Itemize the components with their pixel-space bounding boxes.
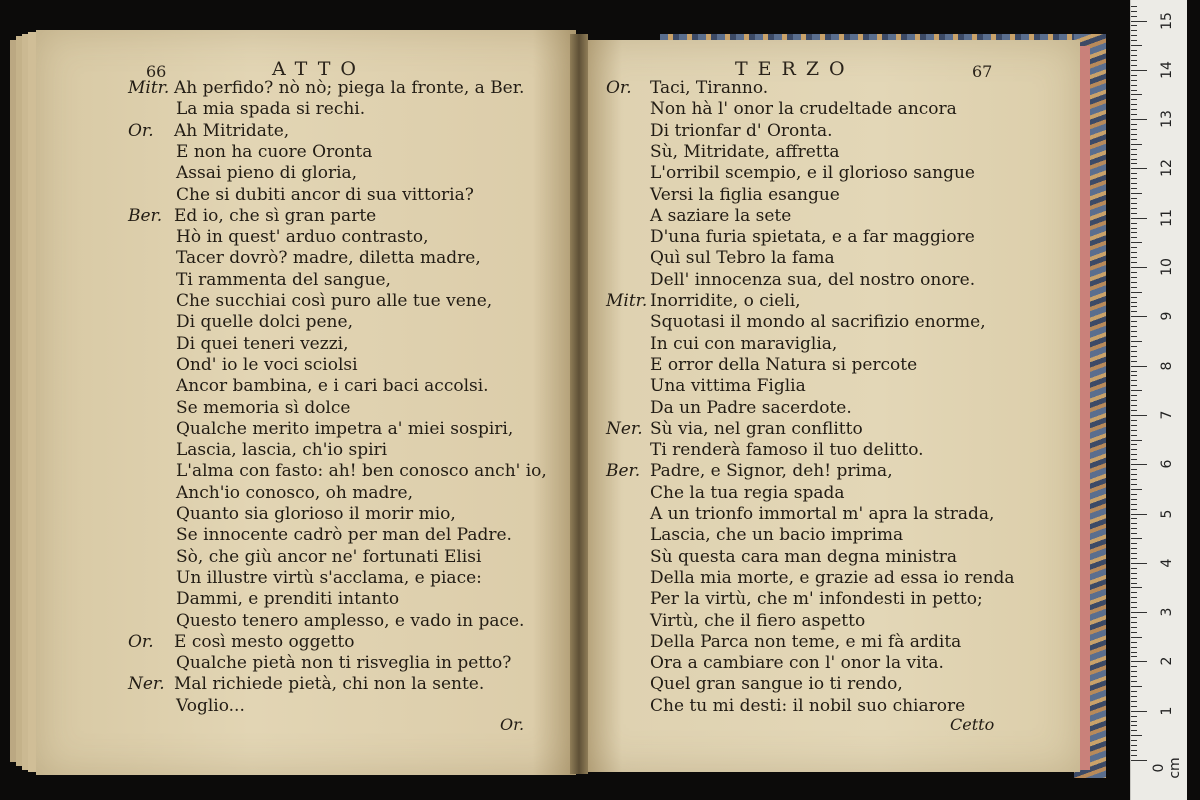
ruler-tick: [1131, 716, 1137, 717]
ruler-tick: [1131, 267, 1147, 268]
ruler-tick: [1131, 124, 1137, 125]
left-page-line-7: Hò in quest' arduo contrasto,: [176, 227, 429, 248]
left-page-header: ATTO: [272, 58, 366, 80]
ruler-tick: [1131, 725, 1137, 726]
ruler-tick: [1131, 272, 1137, 273]
ruler-tick: [1131, 30, 1137, 31]
book-gutter: [570, 34, 588, 774]
left-page-line-15: Se memoria sì dolce: [176, 397, 351, 418]
ruler-tick: [1131, 573, 1137, 574]
ruler-tick: [1131, 262, 1137, 263]
ruler-tick: [1131, 750, 1137, 751]
ruler-tick: [1131, 735, 1142, 736]
left-page-line-28: Mal richiede pietà, chi non la sente.: [174, 674, 485, 695]
left-page-line-16: Qualche merito impetra a' miei sospiri,: [176, 418, 514, 439]
ruler-label-13: 13: [1159, 110, 1175, 129]
left-catchword: Or.: [500, 715, 525, 734]
right-page-speaker-18: Ber.: [606, 461, 641, 482]
ruler-tick: [1131, 647, 1137, 648]
left-page-line-11: Di quelle dolci pene,: [176, 312, 353, 333]
ruler-tick: [1131, 464, 1147, 465]
ruler-tick: [1131, 469, 1137, 470]
ruler-tick: [1131, 499, 1137, 500]
ruler-tick: [1131, 617, 1137, 618]
left-page-line-19: Anch'io conosco, oh madre,: [176, 482, 413, 503]
right-page-line-11: Squotasi il mondo al sacrifizio enorme,: [650, 312, 986, 333]
right-page-line-28: Quel gran sangue io ti rendo,: [650, 674, 903, 695]
ruler-tick: [1131, 533, 1137, 534]
ruler-tick: [1131, 247, 1137, 248]
ruler-tick: [1131, 45, 1142, 46]
left-page-line-5: Che si dubiti ancor di sua vittoria?: [176, 184, 474, 205]
ruler-tick: [1131, 656, 1137, 657]
left-page-line-0: Ah perfido? nò nò; piega la fronte, a Ber.: [174, 78, 525, 98]
left-page-line-18: L'alma con fasto: ah! ben conosco anch' io,: [176, 461, 547, 482]
ruler-tick: [1131, 366, 1147, 367]
right-page-line-25: Virtù, che il fiero aspetto: [650, 610, 866, 631]
ruler-tick: [1131, 203, 1137, 204]
ruler-tick: [1131, 474, 1137, 475]
ruler-label-5: 5: [1159, 509, 1175, 518]
ruler-tick: [1131, 183, 1137, 184]
right-page-line-16: Sù via, nel gran conflitto: [650, 418, 863, 439]
ruler-tick: [1131, 351, 1137, 352]
ruler-tick: [1131, 661, 1147, 662]
ruler-tick: [1131, 509, 1137, 510]
right-page-line-23: Della mia morte, e grazie ad essa io renda: [650, 567, 1015, 588]
left-page-line-6: Ed io, che sì gran parte: [174, 205, 377, 226]
ruler-tick: [1131, 597, 1137, 598]
ruler-tick: [1131, 25, 1137, 26]
right-page-line-12: In cui con maraviglia,: [650, 333, 838, 354]
right-page-line-26: Della Parca non teme, e mi fà ardita: [650, 631, 962, 652]
ruler-tick: [1131, 489, 1142, 490]
left-page-line-25: Questo tenero amplesso, e vado in pace.: [176, 610, 525, 631]
ruler-tick: [1131, 292, 1142, 293]
ruler-tick: [1131, 223, 1137, 224]
ruler-tick: [1131, 415, 1147, 416]
ruler-tick: [1131, 543, 1137, 544]
ruler-tick: [1131, 548, 1137, 549]
ruler-tick: [1131, 691, 1137, 692]
ruler-tick: [1131, 553, 1137, 554]
right-page-line-5: Versi la figlia esangue: [650, 184, 840, 205]
left-page-line-12: Di quei teneri vezzi,: [176, 333, 349, 354]
ruler-label-0: 0 cm: [1151, 757, 1183, 779]
ruler-tick: [1131, 518, 1137, 519]
ruler-tick: [1131, 568, 1137, 569]
ruler-tick: [1131, 159, 1137, 160]
ruler-label-2: 2: [1159, 656, 1175, 666]
ruler-tick: [1131, 6, 1137, 7]
ruler-tick: [1131, 592, 1137, 593]
ruler-tick: [1131, 390, 1142, 391]
ruler-tick: [1131, 637, 1142, 638]
ruler-tick: [1131, 356, 1137, 357]
ruler-tick: [1131, 346, 1137, 347]
ruler-tick: [1131, 242, 1142, 243]
right-page-line-9: Dell' innocenza sua, del nostro onore.: [650, 269, 976, 290]
right-page-speaker-0: Or.: [606, 78, 632, 98]
ruler-tick: [1131, 114, 1137, 115]
ruler-tick: [1131, 35, 1137, 36]
ruler-tick: [1131, 538, 1142, 539]
ruler-tick: [1131, 632, 1137, 633]
ruler-tick: [1131, 21, 1147, 22]
ruler-tick: [1131, 257, 1137, 258]
ruler-tick: [1131, 528, 1137, 529]
right-page-line-18: Padre, e Signor, deh! prima,: [650, 461, 893, 482]
ruler-tick: [1131, 558, 1137, 559]
ruler-tick: [1131, 607, 1137, 608]
left-page-speaker-28: Ner.: [128, 674, 165, 695]
ruler-tick: [1131, 144, 1142, 145]
ruler-tick: [1131, 297, 1137, 298]
ruler-tick: [1131, 686, 1142, 687]
ruler-tick: [1131, 208, 1137, 209]
left-page-line-4: Assai pieno di gloria,: [176, 163, 358, 184]
ruler-tick: [1131, 755, 1137, 756]
ruler-tick: [1131, 65, 1137, 66]
ruler-tick: [1131, 149, 1137, 150]
ruler-tick: [1131, 213, 1137, 214]
right-page-line-3: Sù, Mitridate, affretta: [650, 141, 840, 162]
left-page-line-13: Ond' io le voci sciolsi: [176, 354, 358, 375]
right-page-line-14: Una vittima Figlia: [650, 376, 806, 397]
left-page-speaker-6: Ber.: [128, 205, 163, 226]
ruler-label-11: 11: [1159, 208, 1175, 227]
right-page-line-24: Per la virtù, che m' infondesti in petto;: [650, 589, 983, 610]
right-page-line-2: Di trionfar d' Oronta.: [650, 120, 833, 141]
ruler-tick: [1131, 311, 1137, 312]
ruler-tick: [1131, 380, 1137, 381]
ruler-tick: [1131, 745, 1137, 746]
right-page-number: 67: [972, 62, 993, 81]
ruler-label-12: 12: [1159, 159, 1175, 178]
right-page-line-22: Sù questa cara man degna ministra: [650, 546, 957, 567]
ruler-tick: [1131, 331, 1137, 332]
right-page-line-27: Ora a cambiare con l' onor la vita.: [650, 653, 944, 674]
ruler-label-3: 3: [1159, 607, 1175, 617]
right-page-line-4: L'orribil scempio, e il glorioso sangue: [650, 163, 975, 184]
ruler-tick: [1131, 252, 1137, 253]
right-page-line-20: A un trionfo immortal m' apra la strada,: [650, 504, 995, 524]
ruler-tick: [1131, 425, 1137, 426]
ruler-tick: [1131, 361, 1137, 362]
left-page-line-29: Voglio...: [176, 695, 245, 716]
left-page-line-20: Quanto sia glorioso il morir mio,: [176, 504, 456, 524]
left-page-line-24: Dammi, e prenditi intanto: [176, 589, 400, 610]
left-page-line-27: Qualche pietà non ti risveglia in petto?: [176, 653, 512, 674]
right-page-speaker-16: Ner.: [606, 418, 643, 439]
ruler-tick: [1131, 435, 1137, 436]
ruler-tick: [1131, 587, 1142, 588]
ruler-tick: [1131, 395, 1137, 396]
ruler-tick: [1131, 85, 1137, 86]
right-page-line-15: Da un Padre sacerdote.: [650, 397, 852, 418]
left-page-speaker-0: Mitr.: [128, 78, 170, 98]
ruler-tick: [1131, 375, 1137, 376]
ruler-tick: [1131, 90, 1137, 91]
ruler-tick: [1131, 237, 1137, 238]
ruler-tick: [1131, 523, 1137, 524]
ruler-tick: [1131, 55, 1137, 56]
ruler-tick: [1131, 583, 1137, 584]
ruler-tick: [1131, 198, 1137, 199]
ruler-label-9: 9: [1159, 311, 1175, 321]
ruler-tick: [1131, 622, 1137, 623]
left-page-speaker-2: Or.: [128, 120, 154, 141]
ruler-tick: [1131, 336, 1137, 337]
ruler-tick: [1131, 440, 1142, 441]
ruler-tick: [1131, 341, 1142, 342]
ruler-tick: [1131, 277, 1137, 278]
ruler-tick: [1131, 666, 1137, 667]
ruler-tick: [1131, 494, 1137, 495]
right-page-line-6: A saziare la sete: [650, 205, 792, 226]
ruler-tick: [1131, 326, 1137, 327]
ruler-tick: [1131, 173, 1137, 174]
right-page-line-10: Inorridite, o cieli,: [650, 291, 801, 311]
ruler-label-4: 4: [1159, 558, 1175, 568]
left-page-number: 66: [146, 62, 167, 81]
right-page-line-19: Che la tua regia spada: [650, 482, 845, 503]
right-catchword: Cetto: [950, 715, 995, 734]
ruler-tick: [1131, 430, 1137, 431]
ruler-tick: [1131, 760, 1147, 761]
ruler-tick: [1131, 287, 1137, 288]
ruler-tick: [1131, 232, 1137, 233]
ruler-tick: [1131, 193, 1142, 194]
ruler-tick: [1131, 109, 1137, 110]
ruler-tick: [1131, 444, 1137, 445]
ruler-tick: [1131, 134, 1137, 135]
right-page-line-7: D'una furia spietata, e a far maggiore: [650, 227, 975, 248]
ruler-label-15: 15: [1159, 11, 1175, 30]
ruler-tick: [1131, 479, 1137, 480]
ruler-tick: [1131, 504, 1137, 505]
ruler-tick: [1131, 306, 1137, 307]
ruler-tick: [1131, 75, 1137, 76]
left-page-line-3: E non ha cuore Oronta: [176, 141, 373, 162]
ruler-tick: [1131, 316, 1147, 317]
ruler-tick: [1131, 740, 1137, 741]
ruler-tick: [1131, 454, 1137, 455]
ruler-tick: [1131, 721, 1137, 722]
ruler-tick: [1131, 400, 1137, 401]
ruler-tick: [1131, 129, 1137, 130]
ruler-tick: [1131, 80, 1137, 81]
ruler-tick: [1131, 602, 1137, 603]
ruler-tick: [1131, 696, 1137, 697]
right-page-line-1: Non hà l' onor la crudeltade ancora: [650, 99, 957, 120]
right-page-line-13: E orror della Natura si percote: [650, 354, 918, 375]
ruler-tick: [1131, 612, 1147, 613]
left-page-line-1: La mia spada si rechi.: [176, 99, 366, 120]
left-page-line-9: Ti rammenta del sangue,: [176, 269, 391, 290]
right-page-speaker-10: Mitr.: [606, 291, 648, 311]
right-page-header: TERZO: [735, 58, 855, 80]
ruler-tick: [1131, 178, 1137, 179]
left-page-line-14: Ancor bambina, e i cari baci accolsi.: [176, 376, 489, 397]
ruler-tick: [1131, 701, 1137, 702]
ruler-tick: [1131, 11, 1137, 12]
ruler-tick: [1131, 385, 1137, 386]
ruler-tick: [1131, 405, 1137, 406]
ruler-tick: [1131, 282, 1137, 283]
ruler-tick: [1131, 578, 1137, 579]
ruler-label-8: 8: [1159, 361, 1175, 371]
ruler-tick: [1131, 676, 1137, 677]
ruler-tick: [1131, 163, 1137, 164]
red-page-edge: [1080, 46, 1090, 770]
ruler-tick: [1131, 652, 1137, 653]
ruler-label-14: 14: [1159, 60, 1175, 79]
ruler-tick: [1131, 420, 1137, 421]
left-page-line-2: Ah Mitridate,: [174, 120, 290, 141]
right-page-line-29: Che tu mi desti: il nobil suo chiarore: [650, 695, 966, 716]
ruler-tick: [1131, 410, 1137, 411]
ruler-tick: [1131, 671, 1137, 672]
left-page-line-17: Lascia, lascia, ch'io spiri: [176, 440, 388, 461]
ruler-tick: [1131, 228, 1137, 229]
ruler-tick: [1131, 449, 1137, 450]
right-page-line-21: Lascia, che un bacio imprima: [650, 525, 904, 546]
ruler-tick: [1131, 50, 1137, 51]
ruler-tick: [1131, 154, 1137, 155]
ruler-tick: [1131, 484, 1137, 485]
ruler-tick: [1131, 40, 1137, 41]
ruler-label-1: 1: [1159, 706, 1175, 716]
left-page-speaker-26: Or.: [128, 631, 154, 652]
ruler-tick: [1131, 730, 1137, 731]
left-page-line-8: Tacer dovrò? madre, diletta madre,: [176, 248, 481, 269]
ruler-label-10: 10: [1159, 258, 1175, 276]
ruler-tick: [1131, 60, 1137, 61]
ruler-tick: [1131, 681, 1137, 682]
ruler-tick: [1131, 94, 1142, 95]
right-page-line-0: Taci, Tiranno.: [650, 78, 769, 98]
ruler-tick: [1131, 711, 1147, 712]
ruler-tick: [1131, 321, 1137, 322]
ruler-tick: [1131, 627, 1137, 628]
ruler-label-7: 7: [1159, 410, 1175, 420]
ruler-tick: [1131, 16, 1137, 17]
ruler-tick: [1131, 302, 1137, 303]
ruler-tick: [1131, 563, 1147, 564]
ruler-tick: [1131, 119, 1147, 120]
ruler-tick: [1131, 139, 1137, 140]
ruler-tick: [1131, 70, 1147, 71]
ruler-tick: [1131, 371, 1137, 372]
ruler-tick: [1131, 459, 1137, 460]
ruler-tick: [1131, 168, 1147, 169]
left-page-line-10: Che succhiai così puro alle tue vene,: [176, 291, 493, 311]
left-page-line-21: Se innocente cadrò per man del Padre.: [176, 525, 512, 546]
ruler-tick: [1131, 99, 1137, 100]
ruler-tick: [1131, 104, 1137, 105]
ruler-tick: [1131, 642, 1137, 643]
left-page-line-22: Sò, che giù ancor ne' fortunati Elisi: [176, 546, 482, 567]
right-page-line-17: Ti renderà famoso il tuo delitto.: [650, 440, 924, 461]
ruler-tick: [1131, 218, 1147, 219]
ruler-tick: [1131, 188, 1137, 189]
ruler-tick: [1131, 514, 1147, 515]
left-page-line-26: E così mesto oggetto: [174, 631, 355, 652]
ruler-tick: [1131, 706, 1137, 707]
right-page-line-8: Quì sul Tebro la fama: [650, 248, 835, 269]
ruler-label-6: 6: [1159, 459, 1175, 469]
left-page-line-23: Un illustre virtù s'acclama, e piace:: [176, 567, 482, 588]
